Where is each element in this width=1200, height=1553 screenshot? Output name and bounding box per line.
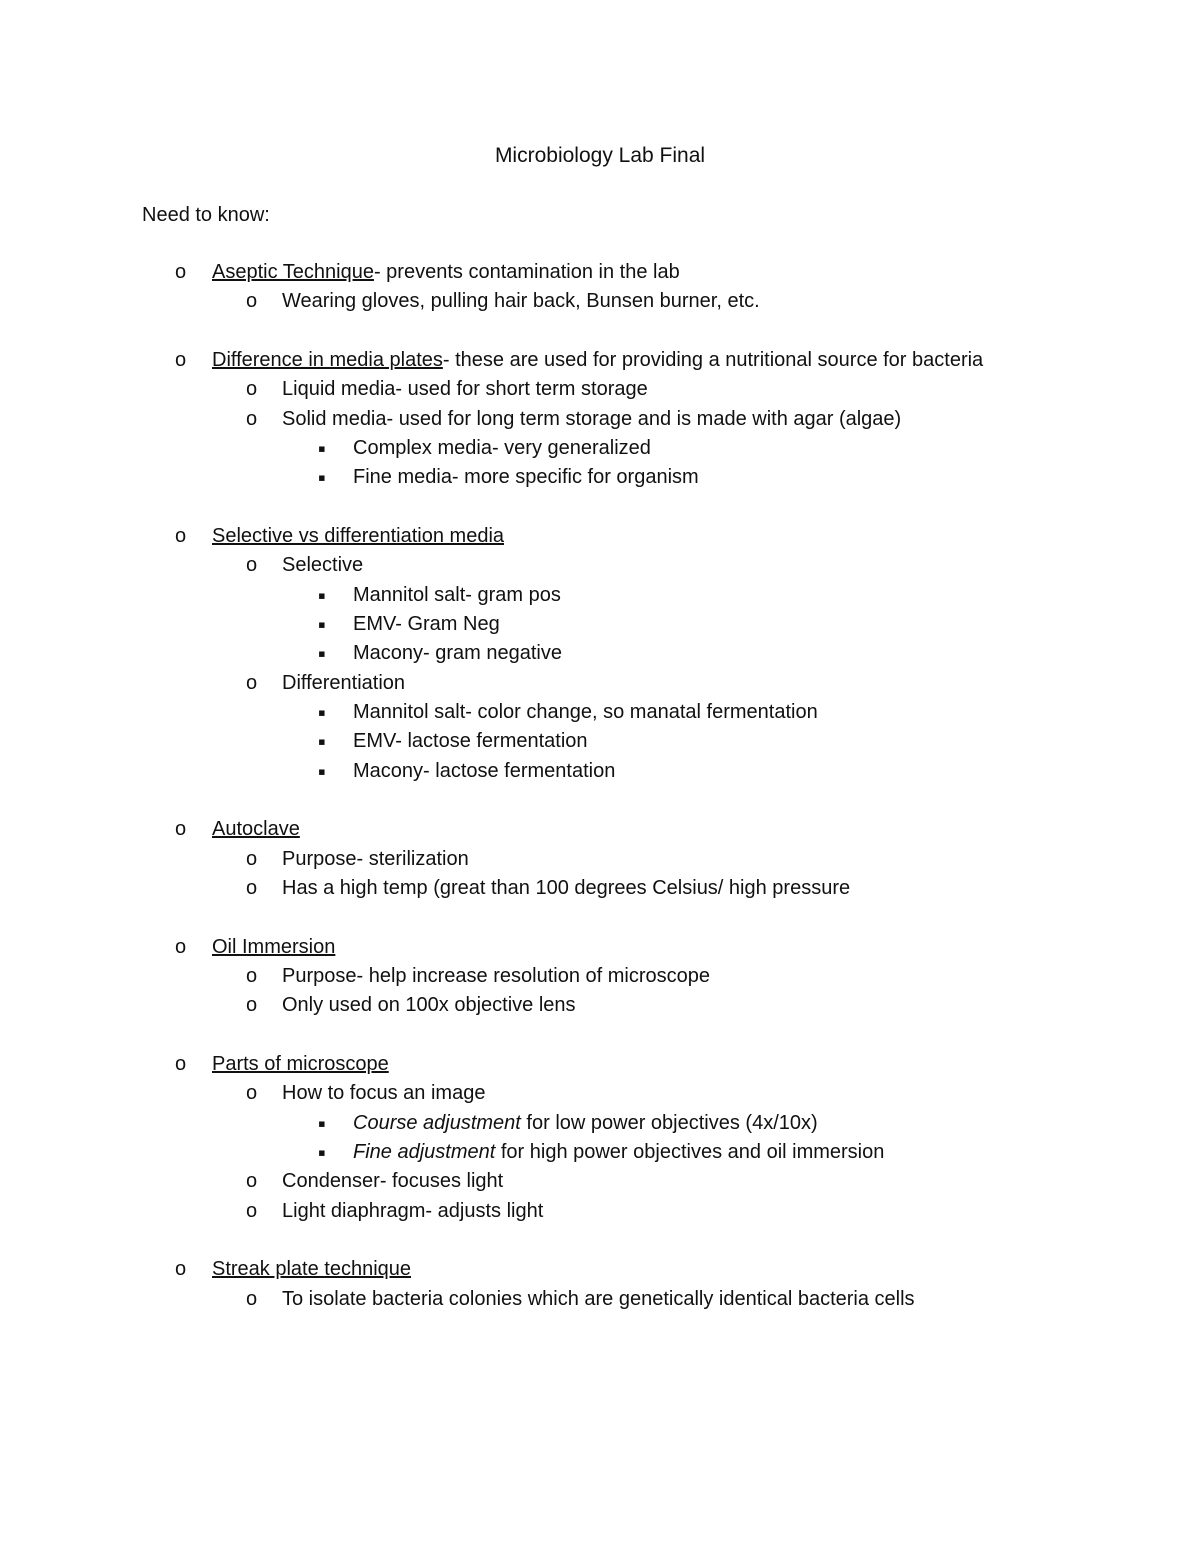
circle-bullet-icon: o — [246, 847, 258, 870]
subitem-label: for high power objectives and oil immersion — [495, 1141, 885, 1163]
item-text — [212, 933, 335, 962]
square-bullet-icon: ▪ — [318, 612, 326, 637]
item-text — [353, 1109, 818, 1138]
item-text — [282, 962, 710, 991]
circle-bullet-icon: o — [246, 407, 258, 430]
square-bullet-icon: ▪ — [318, 758, 326, 784]
subitem-label: Complex media- very generalized — [353, 437, 651, 459]
circle-bullet-icon: o — [175, 1258, 187, 1281]
item-text — [212, 1255, 411, 1284]
item-label: Liquid media- used for short term storage — [282, 378, 648, 401]
item-text — [212, 815, 300, 844]
item-text — [282, 669, 405, 698]
subitem-label: Mannitol salt- color change, so manatal fermentation — [353, 700, 818, 723]
section-heading: Oil Immersion — [212, 935, 336, 958]
item-text — [282, 405, 901, 434]
item-text — [353, 434, 651, 463]
circle-bullet-icon: o — [175, 349, 187, 372]
item-text — [282, 1167, 503, 1196]
item-label: Light diaphragm- adjusts light — [282, 1199, 544, 1222]
section-heading-rest: - prevents contamination in the lab — [373, 261, 680, 283]
item-text — [282, 1079, 485, 1108]
section-heading: Selective vs differentiation media — [212, 525, 505, 548]
circle-bullet-icon: o — [246, 671, 258, 694]
item-text — [353, 757, 615, 786]
item-text — [353, 727, 588, 756]
item-label: Differentiation — [282, 671, 406, 694]
square-bullet-icon: ▪ — [318, 699, 326, 725]
circle-bullet-icon: o — [175, 261, 187, 283]
item-text — [212, 522, 504, 551]
subitem-label: EMV- Gram Neg — [353, 613, 500, 635]
circle-bullet-icon: o — [246, 378, 258, 401]
circle-bullet-icon: o — [246, 1082, 258, 1105]
item-text — [353, 581, 561, 610]
item-label: Wearing gloves, pulling hair back, Bunsen burner, etc. — [282, 290, 760, 313]
page-title: Microbiology Lab Final — [494, 144, 706, 167]
subitem-label: Macony- gram negative — [353, 642, 562, 665]
square-bullet-icon: ▪ — [318, 1140, 326, 1165]
item-text — [212, 1050, 389, 1079]
item-label: Condenser- focuses light — [282, 1170, 504, 1193]
circle-bullet-icon: o — [246, 1287, 258, 1310]
item-label: Has a high temp (great than 100 degrees Celsius/ high pressure — [282, 876, 851, 899]
item-label: Selective — [282, 554, 364, 577]
item-text — [353, 463, 699, 492]
item-text — [282, 1197, 543, 1226]
section-heading: Difference in media plates — [212, 349, 443, 372]
item-text — [282, 991, 576, 1020]
item-text — [353, 698, 818, 727]
item-label: Purpose- sterilization — [282, 847, 469, 870]
circle-bullet-icon: o — [175, 1053, 187, 1076]
subitem-label: Fine media- more specific for organism — [353, 466, 699, 489]
section-heading: Autoclave — [212, 818, 300, 841]
item-label: How to focus an image — [282, 1082, 486, 1105]
item-label: To isolate bacteria colonies which are genetically identical bacteria cells — [282, 1287, 915, 1310]
intro-text: Need to know: — [142, 204, 270, 226]
circle-bullet-icon: o — [246, 290, 258, 313]
item-text — [353, 639, 562, 668]
circle-bullet-icon: o — [246, 994, 258, 1017]
subitem-label: Macony- lactose fermentation — [353, 759, 616, 782]
circle-bullet-icon: o — [246, 1199, 258, 1222]
section-heading-rest: - these are used for providing a nutritional source for bacteria — [442, 349, 984, 372]
item-text — [282, 375, 648, 404]
subitem-emphasis: Course adjustment — [353, 1111, 521, 1134]
circle-bullet-icon: o — [246, 554, 258, 577]
subitem-emphasis: Fine adjustment — [353, 1141, 496, 1163]
item-text — [212, 258, 680, 287]
square-bullet-icon: ▪ — [318, 641, 326, 667]
circle-bullet-icon: o — [246, 965, 258, 987]
item-text — [353, 610, 500, 639]
circle-bullet-icon: o — [246, 1170, 258, 1193]
section-heading: Aseptic Technique — [212, 261, 374, 283]
item-text — [212, 346, 983, 375]
item-text — [282, 874, 850, 903]
section-heading: Streak plate technique — [212, 1258, 412, 1281]
square-bullet-icon: ▪ — [318, 729, 326, 755]
section-heading: Parts of microscope — [212, 1053, 389, 1076]
circle-bullet-icon: o — [175, 935, 187, 958]
item-text — [282, 551, 363, 580]
item-label: Purpose- help increase resolution of microscope — [282, 965, 710, 987]
square-bullet-icon: ▪ — [318, 582, 326, 608]
item-label: Only used on 100x objective lens — [282, 994, 576, 1017]
circle-bullet-icon: o — [246, 876, 258, 899]
item-text — [353, 1138, 884, 1167]
subitem-label: EMV- lactose fermentation — [353, 730, 588, 753]
subitem-label: Mannitol salt- gram pos — [353, 583, 561, 606]
square-bullet-icon: ▪ — [318, 465, 326, 491]
circle-bullet-icon: o — [175, 818, 187, 841]
square-bullet-icon: ▪ — [318, 436, 326, 461]
item-label: Solid media- used for long term storage and is made with agar (algae) — [282, 407, 902, 430]
item-text — [282, 845, 469, 874]
square-bullet-icon: ▪ — [318, 1110, 326, 1136]
subitem-label: for low power objectives (4x/10x) — [520, 1111, 818, 1134]
item-text — [282, 287, 760, 316]
circle-bullet-icon: o — [175, 525, 187, 548]
item-text — [282, 1285, 915, 1314]
